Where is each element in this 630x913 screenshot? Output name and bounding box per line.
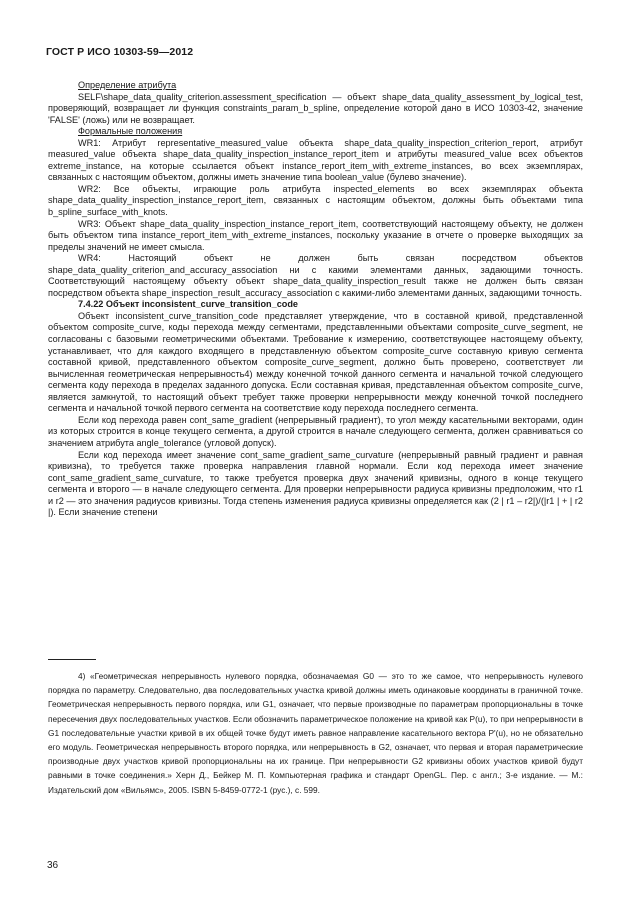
- section-heading-7-4-22: 7.4.22 Объект inconsistent_curve_transition_code: [78, 299, 299, 310]
- footnote-text: 4) «Геометрическая непрерывность нулевого порядка, обозначаемая G0 — это то же самое, что непрерывность нулевого порядка по параметру. Следовательно, два последовательных участка кривой должны иметь одинаковые координаты в граничной точке. Геометрическая непрерывность первого порядка, или G1, означает, что первые производные по параметрам пропорциональны в точке пересечения двух последовательных участков. Если обозначить параметрическое положение на кривой как P(u), то при непрерывности в G1 последовательные участки кривой в их общей точке будут иметь равное направление касательного вектора P'(u), но не обязательно его модуль. Геометрическая непрерывность второго порядка, или непрерывность в G2, означает, что первая и вторая параметрические производные двух участков кривой пропорциональны на их границе. При непрерывности G2 кривизны обоих участков кривой будут равными в точке соединения.» Херн Д., Бейкер М. П. Компьютерная графика и стандарт OpenGL. Пер. с англ.; 3-е издание. — М.: Издательский дом «Вильямс», 2005. ISBN 5-8459-0772-1 (рус.), с. 599.: [48, 671, 583, 795]
- footnote: [48, 669, 583, 797]
- formal-propositions-heading: Формальные положения: [78, 126, 183, 137]
- page-number: 36: [47, 860, 59, 871]
- section-paragraph-2: Если код перехода равен cont_same_gradient (непрерывный градиент), то угол между касательными векторами, один из которых строится в конце текущего сегмента, а другой строится в начале следующего сегмента, должен сравниваться со значением атрибута angle_tolerance (угловой допуск).: [48, 414, 583, 448]
- wr2-paragraph: WR2: Все объекты, играющие роль атрибута inspected_elements во всех экземплярах объекта shape_data_quality_inspection_instance_report_item, связанных с настоящим объектом, должны быть объектами типа b_spline_surface_with_knots.: [48, 183, 583, 218]
- wr3-paragraph: WR3: Объект shape_data_quality_inspection_instance_report_item, соответствующий настоящему объекту, не должен быть объектом типа instance_report_item_with_extreme_instances, поскольку указание в отчете о проверке выходящих за пределы значений не имеет смысла.: [48, 218, 583, 252]
- attribute-definition-heading: Определение атрибута: [78, 80, 177, 90]
- attribute-definition-text: SELF\shape_data_quality_criterion.assessment_specification — объект shape_data_quality_assessment_by_logical_test, проверяющий, возвращает ли функция constraints_param_b_spline, определение которой дано в ИСО 10303-42, значение 'FALSE' (ложь) или не возвращает.: [48, 91, 583, 125]
- main-content: [48, 80, 583, 519]
- wr4-paragraph: WR4: Настоящий объект не должен быть связан посредством объектов shape_data_quality_criterion_and_accuracy_association ни с какими элементами данных, задающими точность. Соответствующий настоящему объекту объект shape_data_quality_inspection_result также не должен быть связан посредством объекта shape_inspection_result_accuracy_association с какими-либо элементами данных, задающими точность.: [48, 253, 583, 298]
- section-paragraph-3: Если код перехода имеет значение cont_same_gradient_same_curvature (непрерывный равный градиент и равная кривизна), то требуется также проверка направления главной нормали. Если код перехода имеет значение cont_same_gradient_same_curvature, то также требуется проверка двух значений кривизны, одного в конце текущего сегмента и второго — в начале следующего сегмента. Для проверки непрерывности радиуса кривизны предположим, что r1 и r2 — это значения радиусов кривизны. Тогда степень изменения радиуса кривизны определяется как (2 | r1 – r2|)/(|r1 | + | r2 |). Если значение степени: [48, 449, 583, 518]
- document-header: ГОСТ Р ИСО 10303-59—2012: [46, 46, 194, 58]
- footnote-separator: [48, 659, 96, 660]
- wr1-paragraph: WR1: Атрибут representative_measured_value объекта shape_data_quality_inspection_criterion_report, атрибут measured_value объекта shape_data_quality_inspection_instance_report_item и атрибуты measured_value всех объектов extreme_instance, на которые ссылается объект instance_report_item_with_extreme_instances, во всех экземплярах, связанных с настоящим объектом, должны иметь значение типа boolean_value (булево значение).: [48, 137, 583, 183]
- section-paragraph-1: Объект inconsistent_curve_transition_code представляет утверждение, что в составной кривой, представленной объектом composite_curve, коды перехода между сегментами, представленными объектами composite_curve_segment, не согласованы с базовыми геометрическими объектами. Требование к измерению, соответствующее настоящему объекту, устанавливает, что для каждого входящего в представленную объектом composite_curve составную кривую сегмента составной кривой, представленного объектом composite_curve_segment, должно быть проверено, соответствует ли вычисленная геометрическая непрерывность4) между конечной точкой данного сегмента и начальной точкой следующего сегмента коду перехода в пределах заданного допуска. Если составная кривая, представленная объектом composite_curve, является замкнутой, то настоящий объект требует также проверки непрерывности между конечной точкой последнего сегмента и начальной точкой первого сегмента на соответствие коду перехода последнего сегмента.: [48, 310, 583, 414]
